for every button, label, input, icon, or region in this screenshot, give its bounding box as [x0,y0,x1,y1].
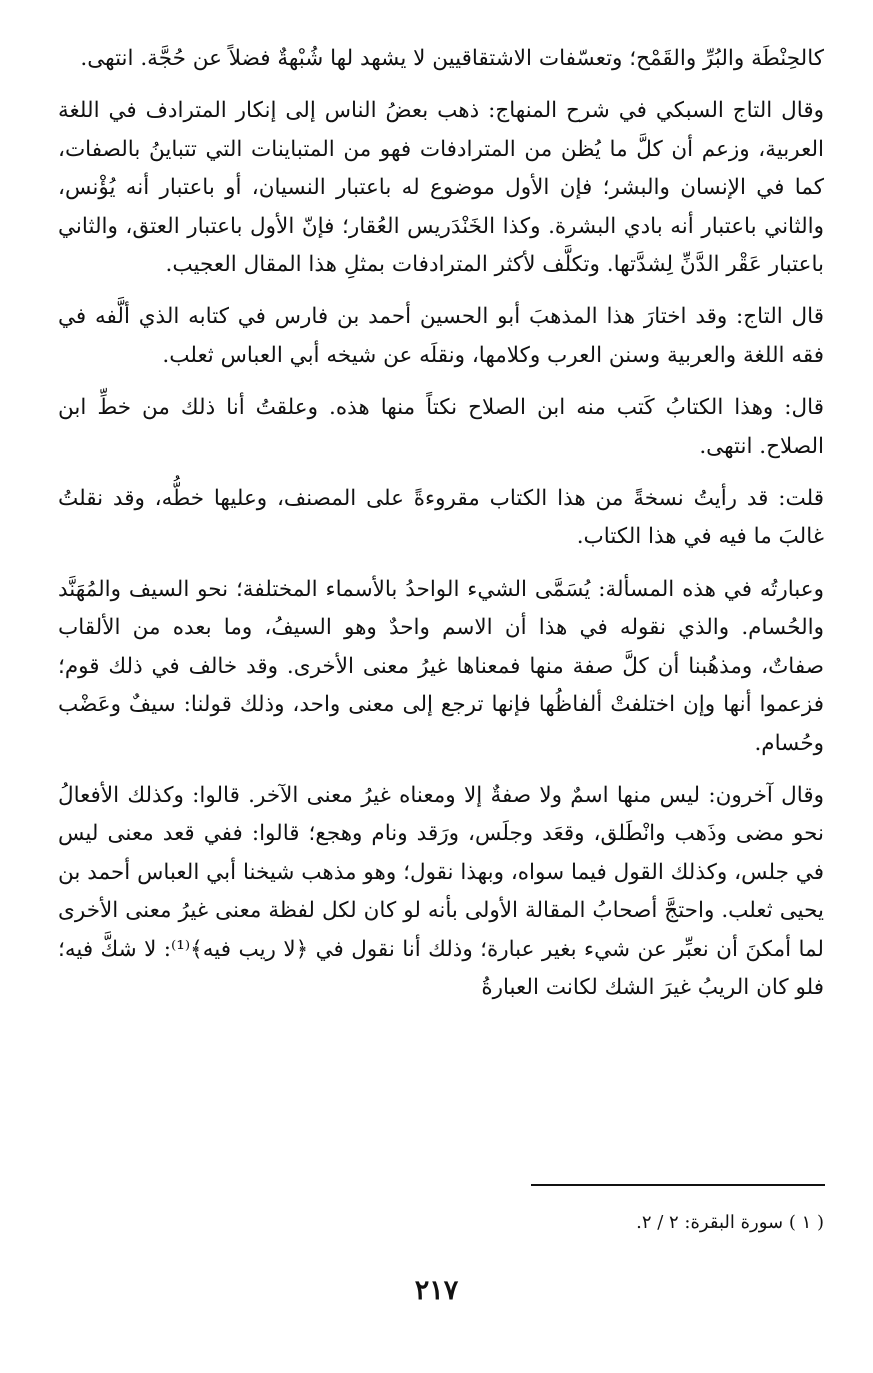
paragraph-1: كالحِنْطَة والبُرِّ والقَمْح؛ وتعسّفات الاشتقاقيين لا يشهد لها شُبْهةٌ فضلاً عن حُجَّة. انتهى. [80,46,824,71]
footnote: ( ١ ) سورة البقرة: ٢ / ٢. [636,1212,824,1233]
footnote-divider [531,1184,825,1186]
paragraph-4: قال: وهذا الكتابُ كَتب منه ابن الصلاح نكتاً منها هذه. وعلقتُ أنا ذلك من خطِّ ابن الصلاح. انتهى. [58,395,824,459]
paragraph-3: قال التاج: وقد اختارَ هذا المذهبَ أبو الحسين أحمد بن فارس في كتابه الذي ألَّفه في فقه اللغة والعربية وسنن العرب وكلامها، ونقلَه عن شيخه أبي العباس ثعلب. [58,304,824,368]
paragraph-2: وقال التاج السبكي في شرح المنهاج: ذهب بعضُ الناس إلى إنكار المترادف في اللغة العربية، وزعم أن كلَّ ما يُظن من المترادفات فهو من المتباينات التي تتباينُ بالصفات، كما في الإنسان والبشر؛ فإن الأول موضوع له باعتبار النسيان، أو باعتبار أنه يُؤْنس، والثاني باعتبار أنه بادي البشرة. وكذا الخَنْدَريس العُقار؛ فإنّ الأول باعتبار العتق، والثاني باعتبار عَقْر الدَّنِّ لِشدَّتها. وتكلَّف لأكثر المترادفات بمثلِ هذا المقال العجيب. [58,98,824,278]
paragraph-7: وقال آخرون: ليس منها اسمٌ ولا صفةٌ إلا ومعناه غيرُ معنى الآخر. قالوا: وكذلك الأفعالُ نحو مضى وذَهب وانْطَلق، وقعَد وجلَس، ورَقد ونام وهجع؛ قالوا: ففي قعد معنى ليس في جلس، وكذلك القول فيما سواه، وبهذا نقول؛ وهو مذهب شيخنا أبي العباس أحمد بن يحيى ثعلب. واحتجَّ أصحابُ المقالة الأولى بأنه لو كان لكل لفظة معنى غيرُ معنى الأخرى لما أمكنَ أن نعبِّر عن شيء بغير عبارة؛ وذلك أنا نقول في ﴿لا ريب فيه﴾⁽¹⁾: لا شكَّ فيه؛ فلو كان الريبُ غيرَ الشك لكانت العبارةُ [58,782,824,1000]
page-body [58,40,824,1007]
paragraph-6: وعبارتُه في هذه المسألة: يُسَمَّى الشيء الواحدُ بالأسماء المختلفة؛ نحو السيف والمُهَنَّد والحُسام. والذي نقوله في هذا أن الاسم واحدٌ وهو السيفُ، وما بعده من الألقاب صفاتٌ، ومذهُبنا أن كلَّ صفة منها فمعناها غيرُ معنى الأخرى. وقد خالف في ذلك قوم؛ فزعموا أنها وإن اختلفتْ ألفاظُها فإنها ترجع إلى معنى واحد، وذلك قولنا: سيفٌ وعَضْب وحُسام. [58,576,824,756]
page-number: ٢١٧ [414,1275,459,1306]
paragraph-5: قلت: قد رأيتُ نسخةً من هذا الكتاب مقروءةً على المصنف، وعليها خطُّه، وقد نقلتُ غالبَ ما فيه في هذا الكتاب. [58,486,824,550]
